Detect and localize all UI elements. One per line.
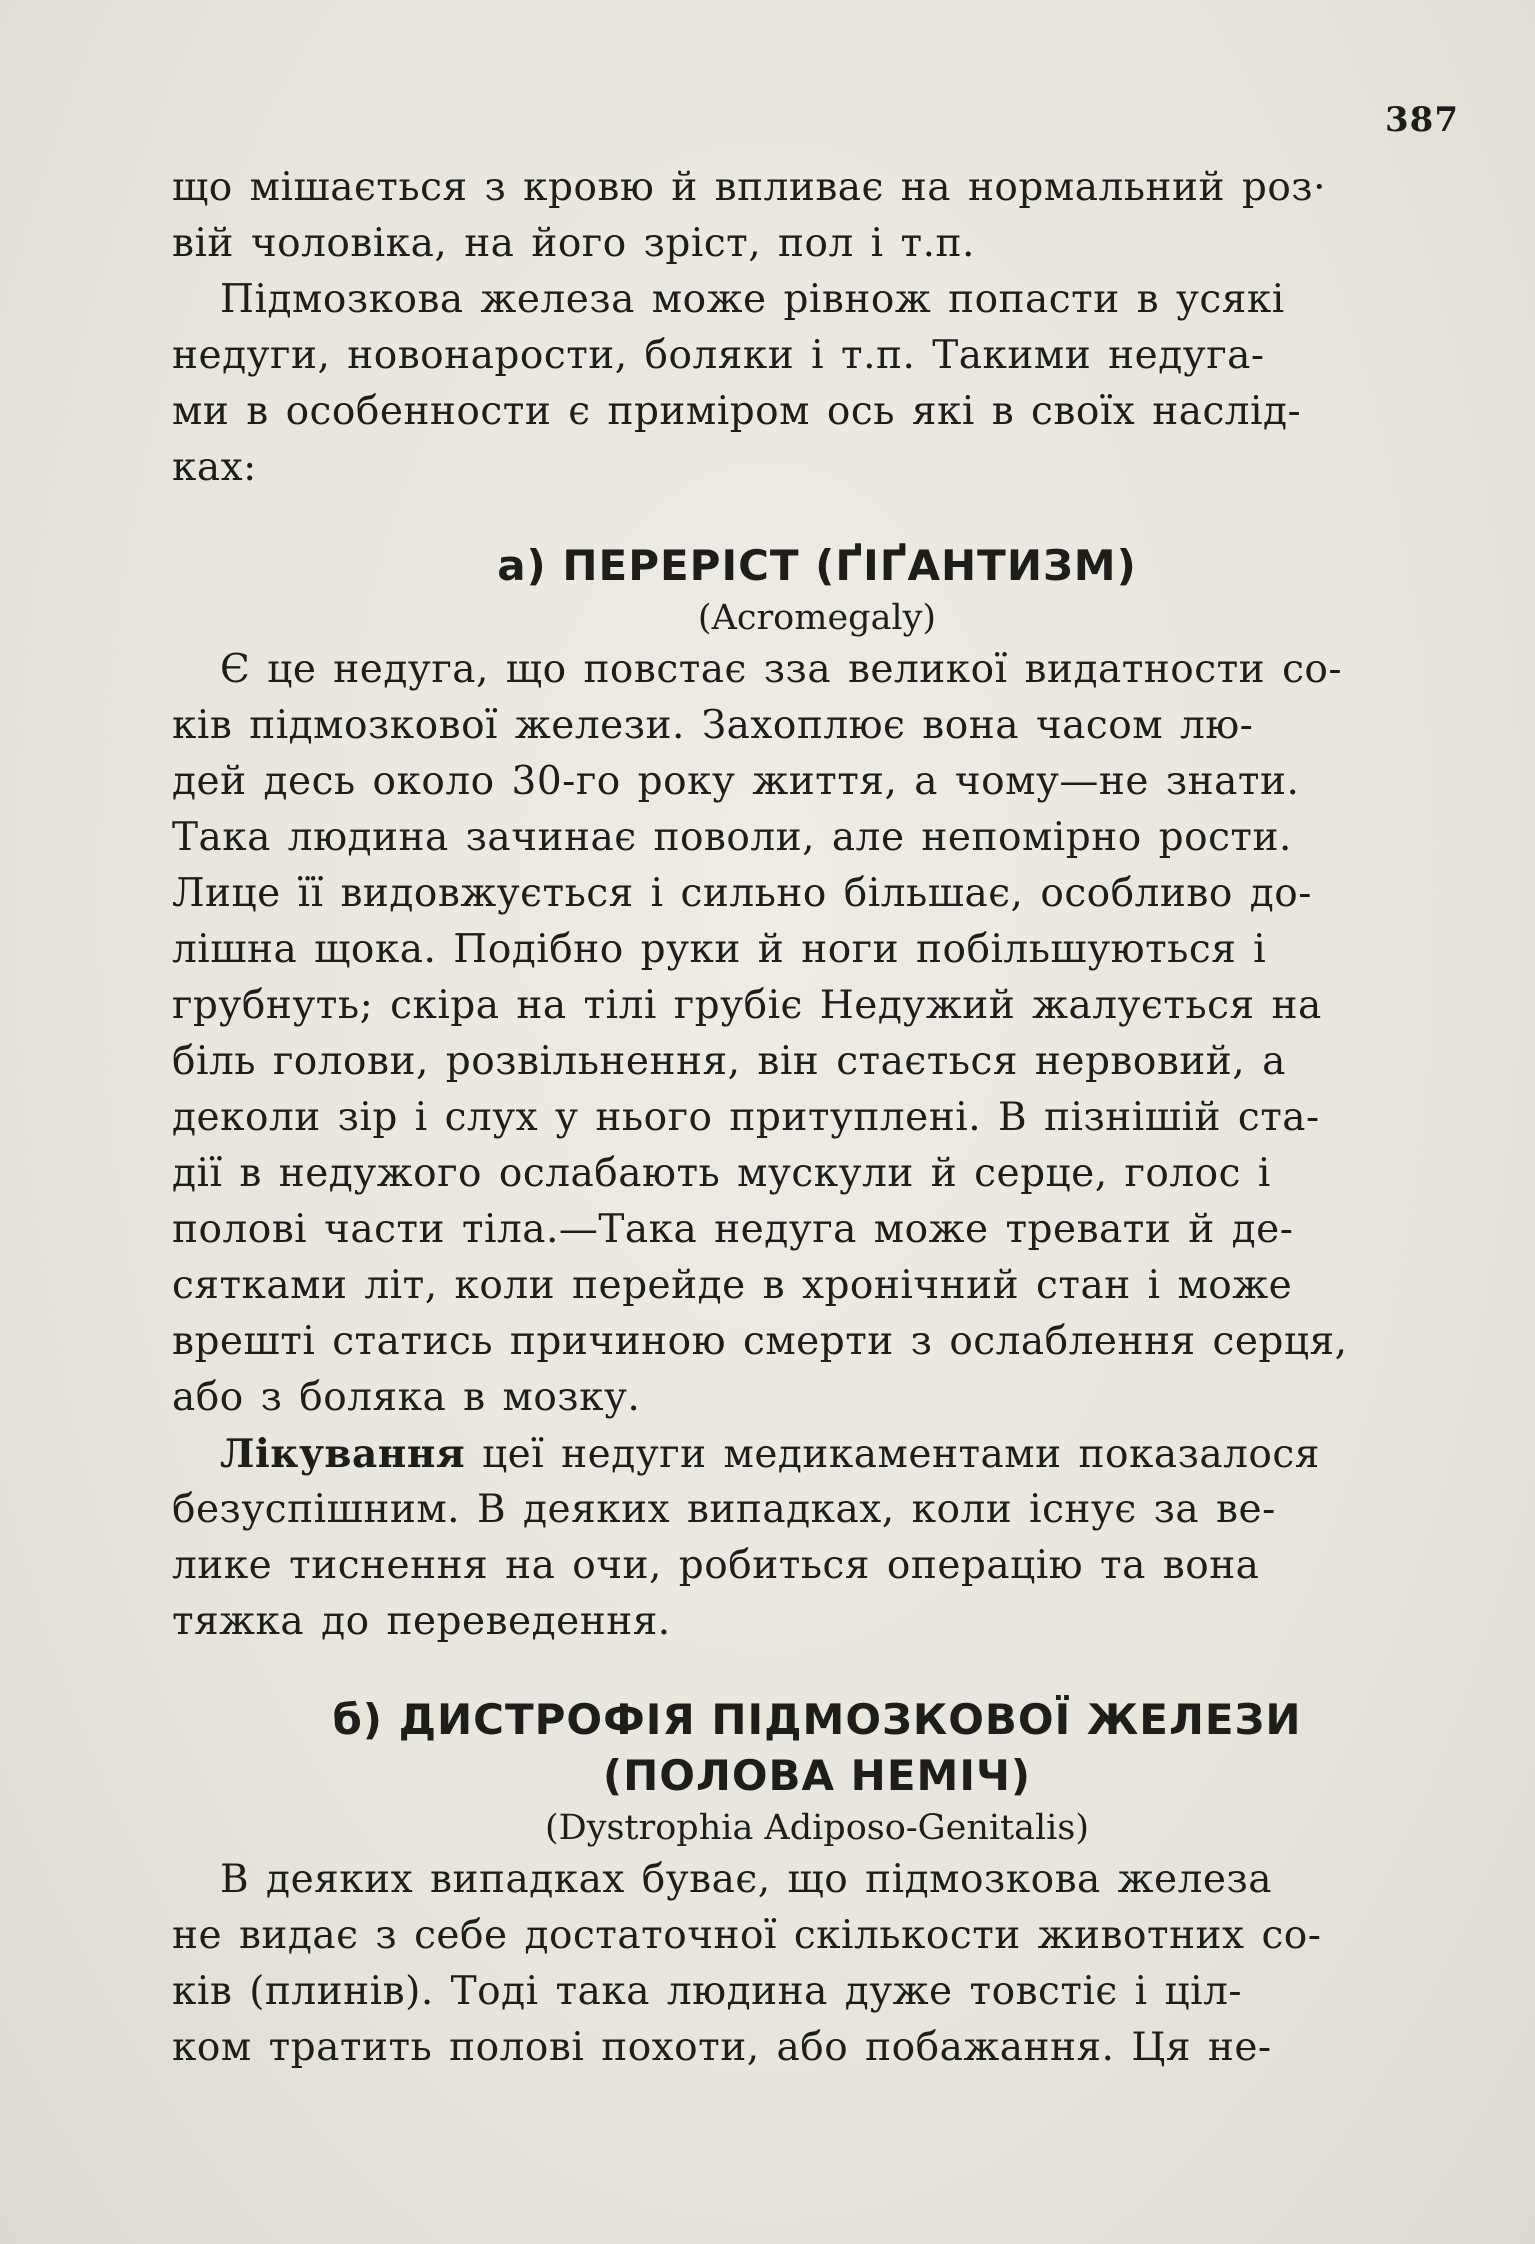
- text-line: ми в особенности є приміром ось які в своїх наслід-: [172, 389, 1302, 434]
- text-line: деколи зір і слух у нього притуплені. В пізнішій ста-: [172, 1095, 1320, 1140]
- section-a-heading: а) ПЕРЕРІСТ (ҐІҐАНТИЗМ): [497, 541, 1137, 590]
- intro-paragraph-2: [172, 272, 1462, 496]
- text-line: або з боляка в мозку.: [172, 1375, 641, 1420]
- text-line: безуспішним. В деяких випадках, коли існує за ве-: [172, 1487, 1276, 1532]
- text-line: [172, 1426, 1462, 1482]
- text-line: ком тратить полові похоти, або побажання. Ця не-: [172, 2025, 1272, 2070]
- section-b-paragraph-1: [172, 1852, 1462, 2076]
- text-line: ків підмозкової желези. Захоплює вона часом лю-: [172, 703, 1254, 748]
- text-line: ків (плинів). Тоді така людина дуже товстіє і ціл-: [172, 1969, 1243, 2014]
- section-b-heading-line-1: б) ДИСТРОФІЯ ПІДМОЗКОВОЇ ЖЕЛЕЗИ: [332, 1695, 1302, 1744]
- text-line: недуги, новонарости, боляки і т.п. Такими недуга-: [172, 333, 1265, 378]
- text-line: Є це недуга, що повстає зза великої видатности со-: [220, 647, 1343, 692]
- intro-paragraph-1: [172, 160, 1462, 272]
- text-line: не видає з себе достаточної скількости животних со-: [172, 1913, 1322, 1958]
- section-a-subheading: (Acromegaly): [697, 598, 937, 638]
- page-number: 387: [1385, 100, 1459, 140]
- section-a-paragraph-2: [172, 1426, 1462, 1650]
- text-line: дей десь около 30-го року життя, а чому—не знати.: [172, 759, 1300, 804]
- text-line: дії в недужого ослабають мускули й серце, голос і: [172, 1151, 1271, 1196]
- treatment-word: Лікування: [220, 1431, 466, 1477]
- text-line: біль голови, розвільнення, він стається нервовий, а: [172, 1039, 1286, 1084]
- text-line: Підмозкова железа може рівнож попасти в усякі: [220, 277, 1285, 322]
- page-text: [172, 160, 1462, 2076]
- text-line: лике тиснення на очи, робиться операцію та вона: [172, 1543, 1260, 1588]
- text-line: тяжка до переведення.: [172, 1599, 671, 1644]
- text-line: сятками літ, коли перейде в хронічний стан і може: [172, 1263, 1293, 1308]
- text-line: В деяких випадках буває, що підмозкова железа: [220, 1857, 1273, 1902]
- section-b-heading-line-2: (ПОЛОВА НЕМІЧ): [602, 1751, 1032, 1800]
- text-line: ках:: [172, 445, 257, 490]
- text-line: Лице її видовжується і сильно більшає, особливо до-: [172, 871, 1312, 916]
- text-line: грубнуть; скіра на тілі грубіє Недужий жалується на: [172, 983, 1322, 1028]
- text-line: що мішається з кровю й впливає на нормальний роз·: [172, 165, 1326, 210]
- text-line: врешті статись причиною смерти з ослаблення серця,: [172, 1319, 1348, 1364]
- section-a: [172, 538, 1462, 1650]
- text-line: Така людина зачинає поволи, але непомірно рости.: [172, 815, 1292, 860]
- text-line: полові части тіла.—Така недуга може тревати й де-: [172, 1207, 1294, 1252]
- section-b-subheading: (Dystrophia Adiposo-Genitalis): [544, 1808, 1089, 1848]
- section-b: [172, 1692, 1462, 2076]
- text-span: цеї недуги медикаментами показалося: [465, 1432, 1320, 1477]
- text-line: вій чоловіка, на його зріст, пол і т.п.: [172, 221, 975, 266]
- section-a-paragraph-1: [172, 642, 1462, 1426]
- text-line: лішна щока. Подібно руки й ноги побільшуються і: [172, 927, 1267, 972]
